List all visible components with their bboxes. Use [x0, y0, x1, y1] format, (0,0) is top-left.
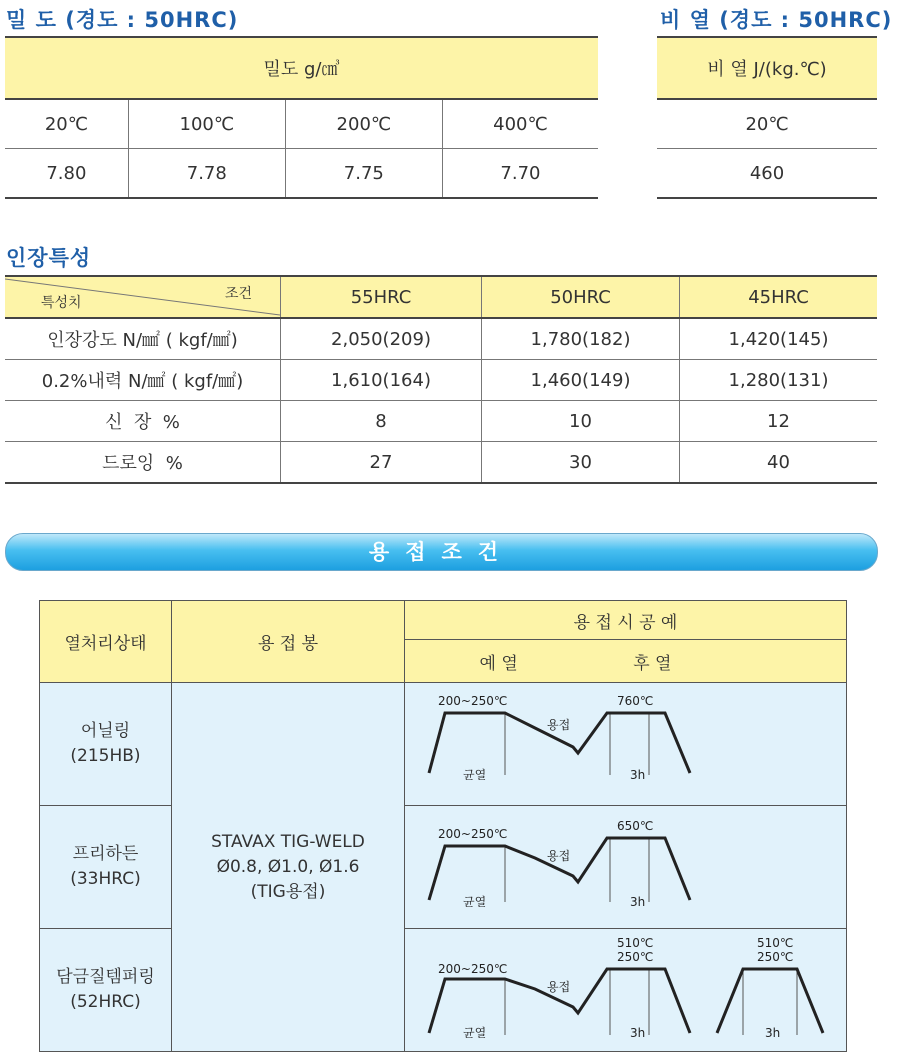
postheat-temp-2: 250℃ [617, 950, 654, 964]
weld-sub-pre: 예 열 [479, 653, 518, 674]
temperature-profile [429, 969, 690, 1033]
weld-cycle-diagram [405, 683, 845, 805]
weld-hardness: (52HRC) [70, 992, 141, 1012]
tensile-cell: 1,780(182) [482, 318, 680, 360]
weld-diagram-cell [405, 929, 847, 1052]
weld-diagram-cell [405, 683, 847, 806]
density-temp: 20℃ [5, 99, 128, 149]
tensile-cell: 1,280(131) [680, 360, 878, 401]
weld-rod-method: (TIG용접) [250, 881, 326, 902]
specific-heat-value: 460 [657, 149, 877, 199]
density-header: 밀도 g/㎤ [5, 37, 598, 99]
specific-heat-header: 비 열 J/(kg.℃) [657, 37, 877, 99]
weld-cycle-diagram [405, 929, 845, 1051]
temper-temp-b: 250℃ [757, 950, 794, 964]
tensile-row-label: 신 장 % [5, 401, 281, 442]
postheat-temp: 650℃ [617, 819, 654, 833]
weld-label: 용접 [547, 980, 571, 994]
welding-banner [5, 533, 878, 571]
tensile-title: 인장특성 [6, 246, 92, 270]
tensile-row-label: 0.2%내력 N/㎟ ( kgf/㎟) [5, 360, 281, 401]
weld-state-cell [40, 683, 172, 806]
corner-property-label: 특성치 [41, 295, 82, 311]
weld-subheader [405, 640, 847, 683]
tensile-cell: 8 [281, 401, 482, 442]
crack-label: 균열 [463, 1026, 487, 1040]
postheat-temp: 510℃ [617, 936, 654, 950]
corner-condition-label: 조건 [224, 286, 252, 302]
tensile-cell: 27 [281, 442, 482, 484]
tensile-cell: 30 [482, 442, 680, 484]
weld-state: 프리하든 [72, 844, 139, 864]
tensile-cell: 1,460(149) [482, 360, 680, 401]
crack-label: 균열 [463, 895, 487, 909]
weld-col-rod: 용 접 봉 [172, 601, 405, 683]
density-temp: 400℃ [442, 99, 598, 149]
postheat-temp: 760℃ [617, 694, 654, 708]
weld-state: 담금질템퍼링 [56, 967, 155, 987]
specific-heat-table [657, 36, 877, 199]
weld-col-example: 용 접 시 공 예 [405, 601, 847, 640]
tensile-cell: 1,610(164) [281, 360, 482, 401]
tensile-col-header: 50HRC [482, 276, 680, 318]
tensile-cell: 40 [680, 442, 878, 484]
weld-cycle-diagram [405, 806, 845, 928]
weld-rod-cell [172, 683, 405, 1052]
density-value: 7.70 [442, 149, 598, 199]
crack-label: 균열 [463, 768, 487, 782]
preheat-temp: 200~250℃ [438, 827, 508, 841]
weld-label: 용접 [547, 849, 571, 863]
weld-label: 용접 [547, 718, 571, 732]
temperature-profile [429, 838, 690, 900]
tempering-profile [717, 969, 823, 1033]
tensile-table [5, 275, 877, 484]
welding-banner-text: 용접조건 [368, 540, 515, 564]
tensile-col-header: 55HRC [281, 276, 482, 318]
weld-state-cell [40, 929, 172, 1052]
specific-heat-title: 비 열 (경도 : 50HRC) [660, 8, 893, 32]
tensile-corner-cell [5, 276, 281, 318]
hold-time: 3h [630, 895, 646, 909]
weld-state: 어닐링 [80, 721, 131, 741]
density-title: 밀 도 (경도 : 50HRC) [6, 8, 239, 32]
weld-diagram-cell [405, 806, 847, 929]
temper-temp-a: 510℃ [757, 936, 794, 950]
tensile-cell: 10 [482, 401, 680, 442]
weld-hardness: (33HRC) [70, 869, 141, 889]
density-temp: 100℃ [128, 99, 285, 149]
weld-hardness: (215HB) [70, 746, 141, 766]
weld-state-cell [40, 806, 172, 929]
tensile-row-label: 인장강도 N/㎟ ( kgf/㎟) [5, 318, 281, 360]
tensile-col-header: 45HRC [680, 276, 878, 318]
density-table [5, 36, 598, 199]
hold-time: 3h [630, 768, 646, 782]
density-temp: 200℃ [285, 99, 442, 149]
preheat-temp: 200~250℃ [438, 962, 508, 976]
weld-sub-post: 후 열 [633, 653, 672, 674]
weld-col-state: 열처리상태 [40, 601, 172, 683]
density-value: 7.80 [5, 149, 128, 199]
weld-rod-name: STAVAX TIG-WELD [211, 831, 365, 852]
specific-heat-temp: 20℃ [657, 99, 877, 149]
density-value: 7.78 [128, 149, 285, 199]
welding-table [39, 600, 847, 1052]
hold-time-2: 3h [765, 1026, 781, 1040]
hold-time: 3h [630, 1026, 646, 1040]
density-value: 7.75 [285, 149, 442, 199]
tensile-cell: 12 [680, 401, 878, 442]
weld-rod-sizes: Ø0.8, Ø1.0, Ø1.6 [216, 856, 360, 877]
tensile-row-label: 드로잉 % [5, 442, 281, 484]
preheat-temp: 200~250℃ [438, 694, 508, 708]
tensile-cell: 1,420(145) [680, 318, 878, 360]
tensile-cell: 2,050(209) [281, 318, 482, 360]
